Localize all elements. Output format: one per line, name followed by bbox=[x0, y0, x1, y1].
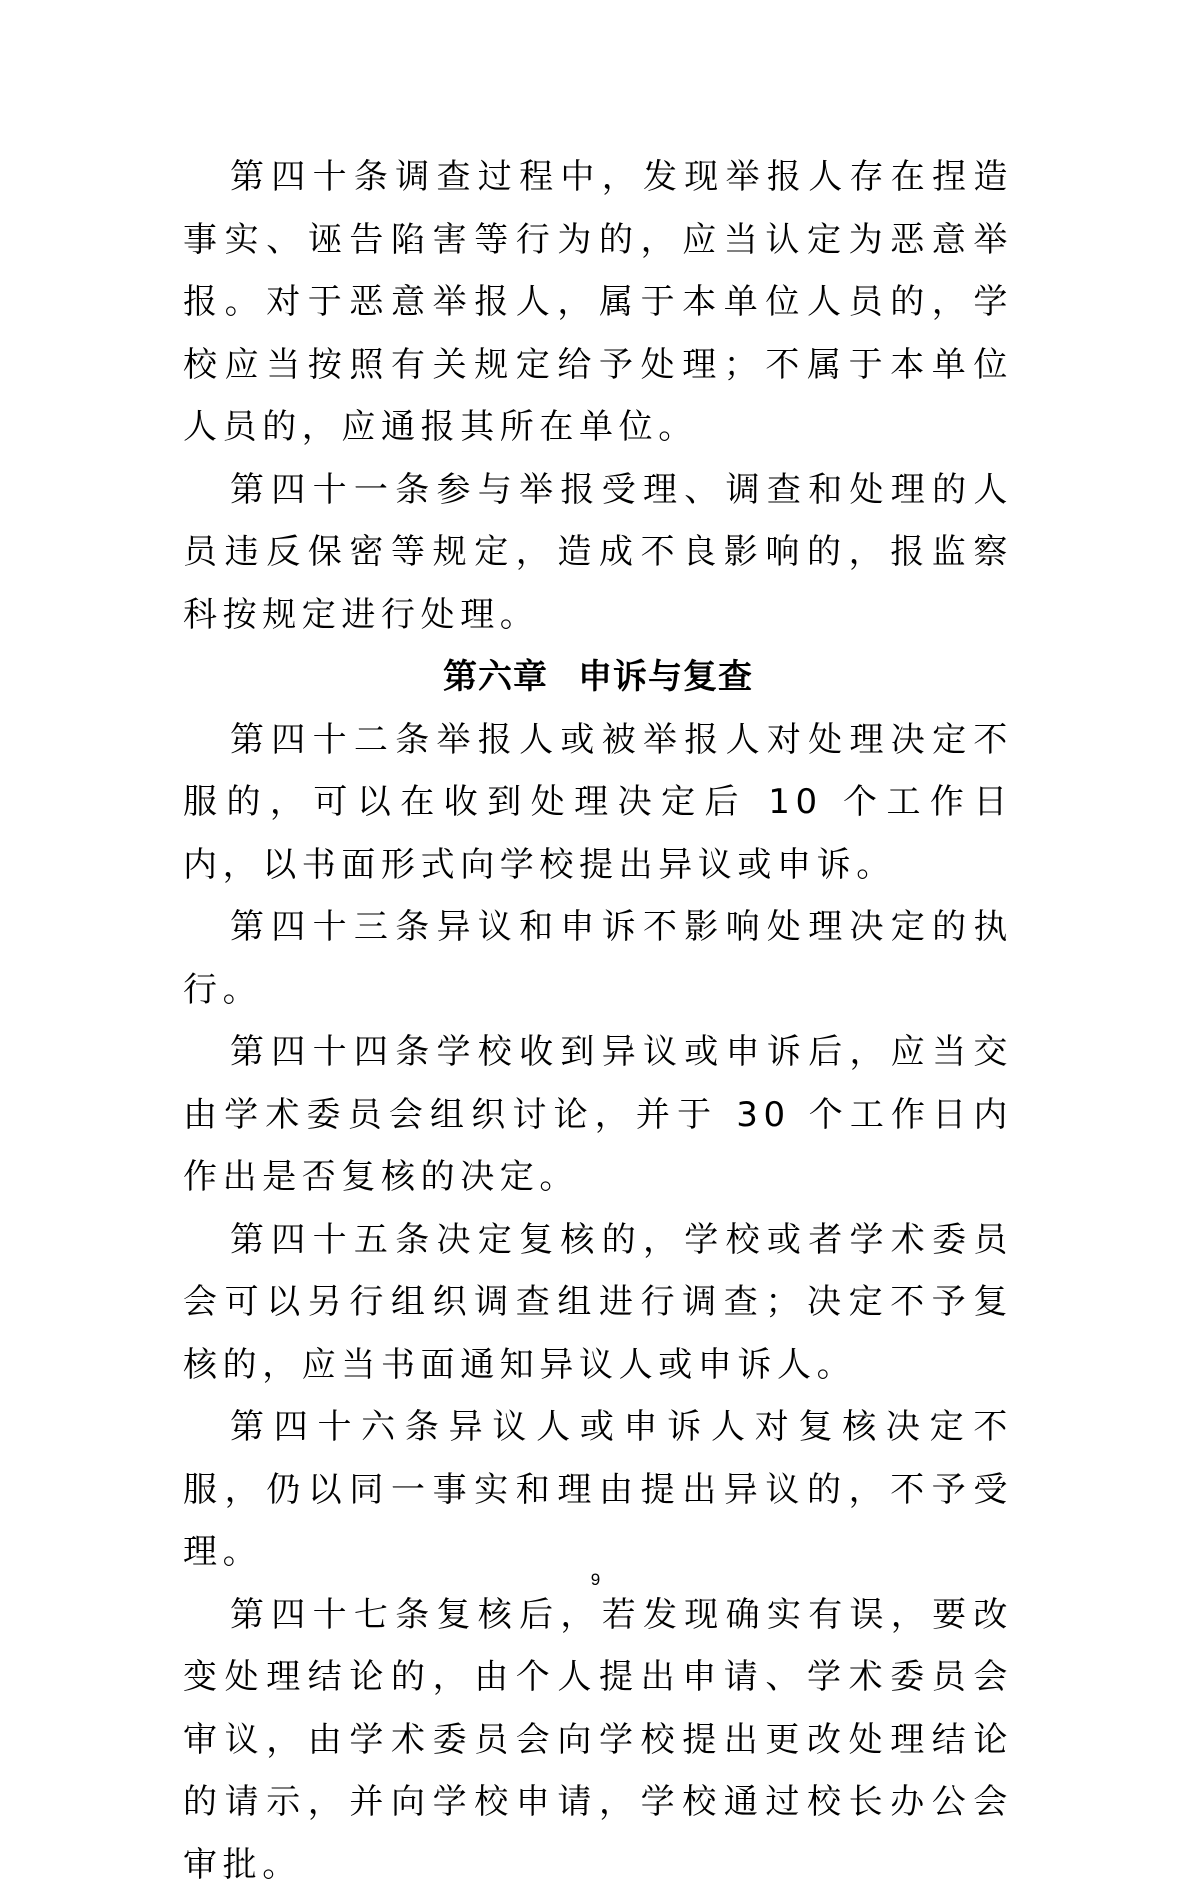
page-number: 9 bbox=[0, 1570, 1191, 1590]
article-40: 第四十条调查过程中，发现举报人存在捏造事实、诬告陷害等行为的，应当认定为恶意举报。对于恶意举报人，属于本单位人员的，学校应当按照有关规定给予处理；不属于本单位人员的，应通报其所在单位。 bbox=[183, 146, 1013, 459]
article-47: 第四十七条复核后，若发现确实有误，要改变处理结论的，由个人提出申请、学术委员会审议，由学术委员会向学校提出更改处理结论的请示，并向学校申请，学校通过校长办公会审批。 bbox=[183, 1584, 1013, 1896]
article-45: 第四十五条决定复核的，学校或者学术委员会可以另行组织调查组进行调查；决定不予复核的，应当书面通知异议人或申诉人。 bbox=[183, 1209, 1013, 1397]
chapter-heading bbox=[183, 646, 1013, 709]
article-46: 第四十六条异议人或申诉人对复核决定不服，仍以同一事实和理由提出异议的，不予受理。 bbox=[183, 1396, 1013, 1584]
article-44: 第四十四条学校收到异议或申诉后，应当交由学术委员会组织讨论，并于 30 个工作日内作出是否复核的决定。 bbox=[183, 1021, 1013, 1209]
article-43: 第四十三条异议和申诉不影响处理决定的执行。 bbox=[183, 896, 1013, 1021]
document-body bbox=[183, 146, 1013, 1896]
chapter-title: 申诉与复查 bbox=[578, 657, 753, 697]
chapter-number: 第六章 bbox=[443, 657, 548, 697]
article-42: 第四十二条举报人或被举报人对处理决定不服的，可以在收到处理决定后 10 个工作日内，以书面形式向学校提出异议或申诉。 bbox=[183, 709, 1013, 897]
article-41: 第四十一条参与举报受理、调查和处理的人员违反保密等规定，造成不良影响的，报监察科按规定进行处理。 bbox=[183, 459, 1013, 647]
